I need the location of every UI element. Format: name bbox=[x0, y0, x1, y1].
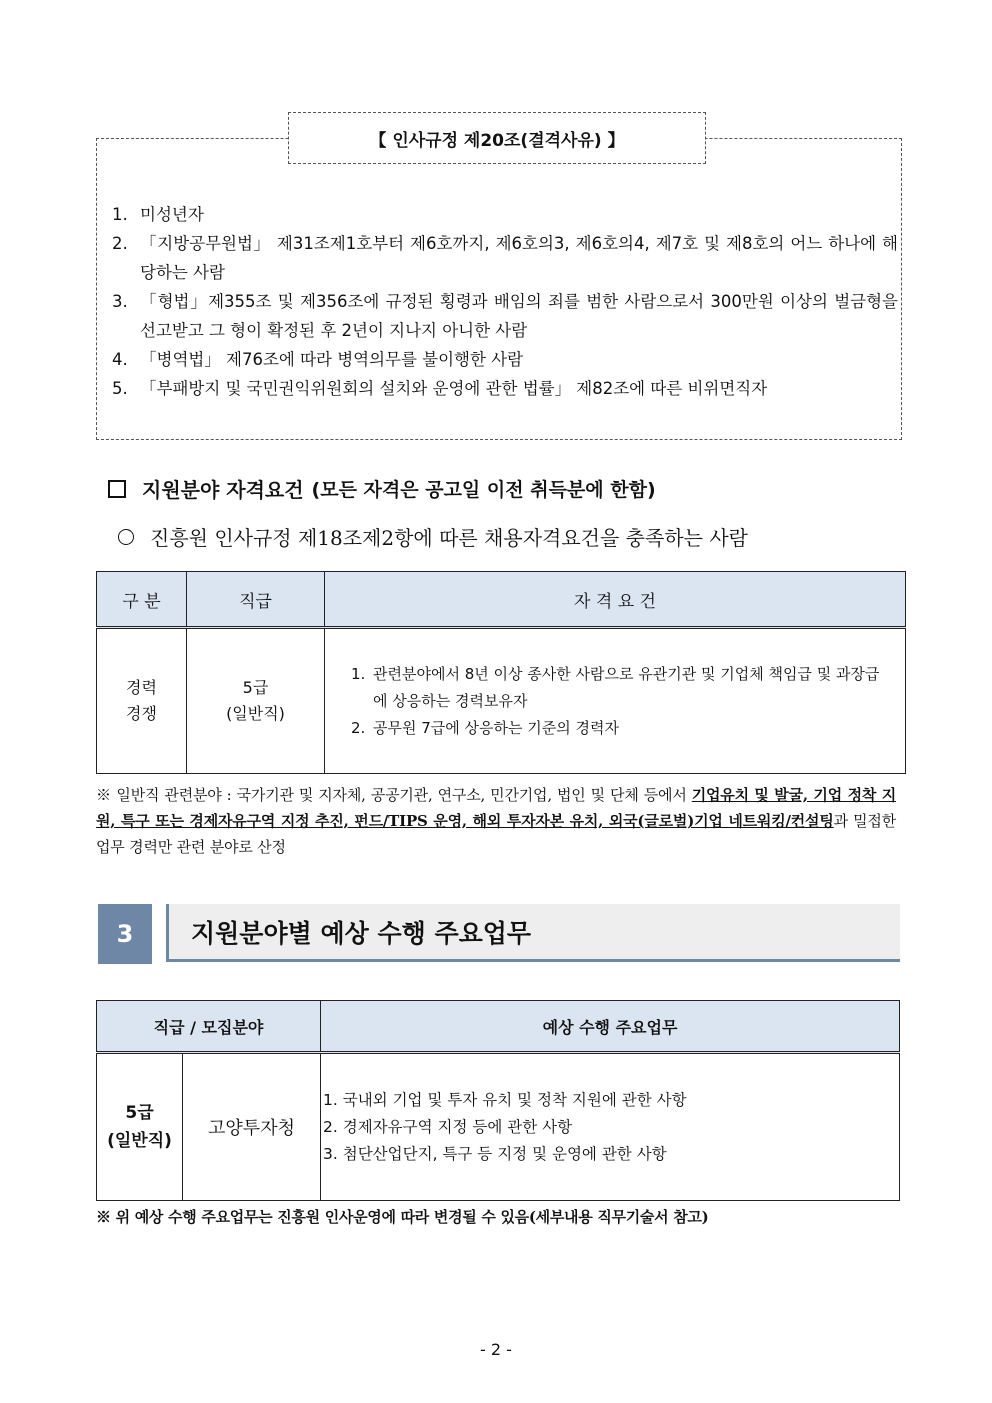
list-item: 1. 관련분야에서 8년 이상 종사한 사람으로 유관기관 및 기업체 책임급 및 과장급에 상응하는 경력보유자 bbox=[351, 664, 880, 710]
section-number: 3 bbox=[98, 904, 152, 964]
duties-cell bbox=[321, 1053, 900, 1201]
header-duties: 예상 수행 주요업무 bbox=[321, 1001, 900, 1053]
qualification-note: ※ 일반직 관련분야 : 국가기관 및 지자체, 공공기관, 연구소, 민간기업, 법인 및 단체 등에서 기업유치 및 발굴, 기업 정착 지원, 특구 또는 경제자유구역 지정 추진, 펀드/TIPS 운영, 해외 투자자본 유치, 외국(글로벌)기업 네트워킹/컨설팅과 밀접한 업무 경력만 관련 분야로 산정 bbox=[96, 786, 896, 856]
list-item: 2. 「지방공무원법」 제31조제1호부터 제6호까지, 제6호의3, 제6호의4, 제7호 및 제8호의 어느 하나에 해당하는 사람 bbox=[112, 234, 898, 282]
list-item: 3. 첨단산업단지, 특구 등 지정 및 운영에 관한 사항 bbox=[323, 1144, 667, 1163]
list-item: 4. 「병역법」 제76조에 따라 병역의무를 불이행한 사람 bbox=[112, 350, 524, 369]
list-item: 1. 미성년자 bbox=[112, 205, 204, 224]
area-cell: 고양투자청 bbox=[183, 1053, 321, 1201]
page-number: - 2 - bbox=[480, 1340, 512, 1359]
square-bullet-icon bbox=[108, 480, 126, 498]
list-item: 5. 「부패방지 및 국민권익위원회의 설치와 운영에 관한 법률」 제82조에 따른 비위면직자 bbox=[112, 379, 768, 398]
section-title: 지원분야별 예상 수행 주요업무 bbox=[166, 904, 900, 962]
list-item: 1. 국내외 기업 및 투자 유치 및 정착 지원에 관한 사항 bbox=[323, 1090, 687, 1109]
qualification-table bbox=[96, 571, 906, 774]
table-header-row bbox=[97, 572, 906, 628]
table-row bbox=[97, 628, 906, 774]
header-requirements: 자 격 요 건 bbox=[325, 572, 906, 628]
requirements-cell bbox=[325, 628, 906, 774]
list-item: 3. 「형법」제355조 및 제356조에 규정된 횡령과 배임의 죄를 범한 사람으로서 300만원 이상의 벌금형을 선고받고 그 형이 확정된 후 2년이 지나지 아니한 사람 bbox=[112, 292, 898, 340]
duties-table bbox=[96, 1000, 900, 1201]
header-grade: 직급 bbox=[187, 572, 325, 628]
grade-cell: 5급 (일반직) bbox=[187, 628, 325, 774]
table-row bbox=[97, 1053, 900, 1201]
circle-bullet-icon bbox=[118, 529, 134, 545]
table-header-row bbox=[97, 1001, 900, 1053]
header-category: 구 분 bbox=[97, 572, 187, 628]
category-cell: 경력 경쟁 bbox=[97, 628, 187, 774]
disqualification-title: 【 인사규정 제20조(결격사유) 】 bbox=[288, 112, 706, 164]
header-grade-area: 직급 / 모집분야 bbox=[97, 1001, 321, 1053]
list-item: 2. 경제자유구역 지정 등에 관한 사항 bbox=[323, 1117, 573, 1136]
qualification-bullet: 진흥원 인사규정 제18조제2항에 따른 채용자격요건을 충족하는 사람 bbox=[118, 522, 748, 551]
qualification-heading: 지원분야 자격요건 (모든 자격은 공고일 이전 취득분에 한함) bbox=[108, 474, 656, 503]
list-item: 2. 공무원 7급에 상응하는 기준의 경력자 bbox=[351, 718, 619, 737]
grade-cell: 5급 (일반직) bbox=[97, 1053, 183, 1201]
disqualification-list bbox=[112, 200, 898, 403]
duties-note: ※ 위 예상 수행 주요업무는 진흥원 인사운영에 따라 변경될 수 있음(세부내용 직무기술서 참고) bbox=[96, 1208, 709, 1226]
